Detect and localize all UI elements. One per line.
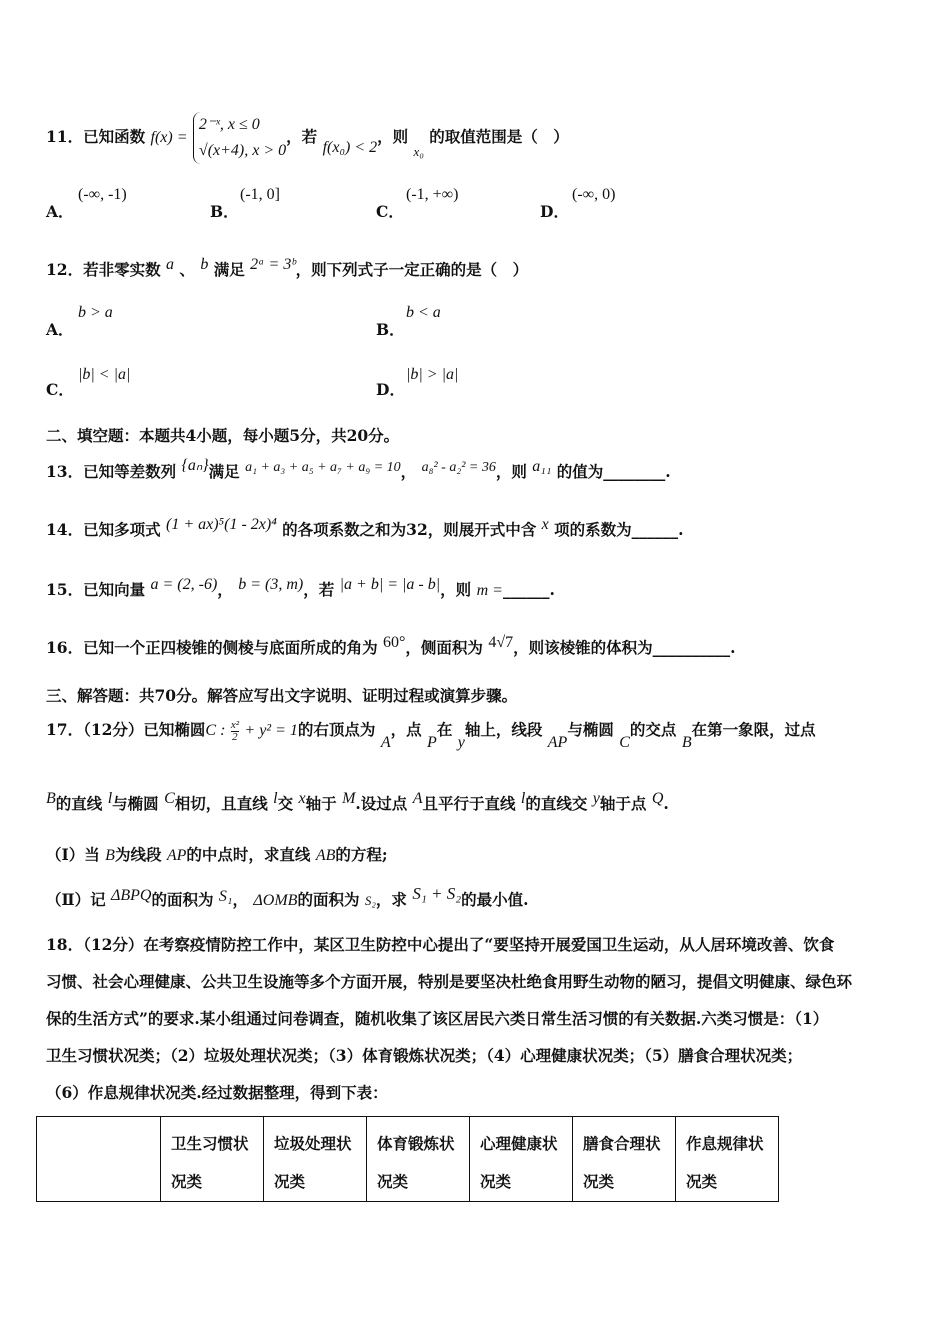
q11-text2: ，若 [286, 127, 318, 146]
q17-part1 [46, 843, 910, 865]
table-header-schedule [676, 1117, 779, 1202]
q14-stem [46, 518, 910, 540]
q17-ellipse-name: C : [205, 722, 226, 739]
table-header-garbage [264, 1117, 367, 1202]
q14-number: 14． [46, 520, 84, 539]
q11-piecewise [193, 112, 286, 164]
q12-sep: 、 [179, 260, 195, 279]
header-line: 心理健康状 [480, 1134, 558, 1153]
q13-text2: 满足 [208, 462, 240, 481]
q18-line4: 卫生习惯状况类；（2）垃圾处理状况类；（3）体育锻炼状况类；（4）心理健康状况类；（5）膳食合理状况类； [46, 1046, 803, 1065]
q17-l2-b: B [46, 790, 56, 807]
q11-case2: √(x+4), x > 0 [198, 142, 287, 159]
q11-text: 已知函数 [83, 127, 146, 146]
q16-angle: 60° [383, 634, 406, 651]
q17-l2-axis-x: x [298, 790, 306, 807]
q12-option-a-label: A． [46, 320, 74, 339]
table-header-hygiene [161, 1117, 264, 1202]
table-header-diet [573, 1117, 676, 1202]
q17-ellipse-c: C [619, 734, 630, 751]
q16-number: 16． [46, 638, 84, 657]
q17-stem-line2 [46, 792, 910, 814]
q15-text2: ，若 [303, 580, 335, 599]
q15-vector-a: a = (2, -6) [150, 576, 218, 593]
q17-part2-text5: 的最小值. [461, 890, 529, 909]
q17-text3: 在 [436, 720, 453, 739]
q12-var-a: a [166, 256, 174, 273]
section-2-heading: 二、填空题：本题共4小题，每小题5分，共20分。 [46, 426, 400, 445]
q17-l2-c: C [164, 790, 175, 807]
q16-answer-blank: ，则该棱锥的体积为__________. [513, 638, 736, 657]
q11-number: 11． [46, 127, 84, 146]
q17-number: 17． [46, 720, 84, 739]
q17-l2-text2: 与椭圆 [112, 794, 159, 813]
q17-text6: 的交点 [629, 720, 677, 739]
q17-l2-point-q: Q [651, 790, 664, 807]
q18-line5: （6）作息规律状况类.经过数据整理，得到下表： [46, 1083, 388, 1102]
q11-case1: 2⁻ˣ, x ≤ 0 [198, 116, 260, 133]
q17-part2-triangle2: ΔOMB [253, 892, 298, 909]
q12-option-c: |b| < |a| [78, 366, 131, 383]
q17-text5: 与椭圆 [567, 720, 614, 739]
q12-option-c-label: C． [46, 380, 74, 399]
q14-polynomial: (1 + ax)⁵(1 - 2x)⁴ [166, 516, 277, 533]
q17-part2-triangle1: ΔBPQ [110, 887, 152, 904]
header-line: 卫生习惯状 [171, 1134, 249, 1153]
q18-line2: 习惯、社会心理健康、公共卫生设施等多个方面开展，特别是要坚决杜绝食用野生动物的陋习，提倡文明健康、绿色环 [46, 972, 853, 991]
q12-text2: 满足 [213, 260, 245, 279]
q11-option-c: (-1, +∞) [406, 186, 459, 203]
q15-target: m = [476, 582, 503, 599]
q17-part2-text2: ， [232, 890, 248, 909]
q18-line3: 保的生活方式”的要求.某小组通过问卷调查，随机收集了该区居民六类日常生活习惯的有关数据.六类习惯是：（1） [46, 1009, 829, 1028]
q13-stem [46, 457, 910, 482]
q18-table [36, 1116, 779, 1202]
q17-text: （12分）已知椭圆 [83, 720, 206, 739]
q17-part1-b: B [105, 847, 115, 864]
q17-l2-text9: 轴于点 [599, 794, 647, 813]
q17-text1: 的右顶点为 [297, 720, 376, 739]
header-line: 况类 [377, 1172, 409, 1191]
q12-option-b: b < a [406, 304, 441, 321]
q15-answer-blank: ______. [502, 580, 555, 599]
q17-point-b: B [681, 734, 692, 751]
q17-l2-text10: . [663, 794, 669, 813]
q17-ellipse-rest: + y² = 1 [244, 722, 298, 739]
header-line: 作息规律状 [686, 1134, 764, 1153]
q17-text4: 轴上，线段 [464, 720, 543, 739]
header-line: 垃圾处理状 [274, 1134, 352, 1153]
q12-option-d: |b| > |a| [406, 366, 459, 383]
q17-part2-s2: S₂ [364, 893, 376, 908]
q17-part2-label: （Ⅱ）记 [46, 890, 106, 909]
q13-text: 已知等差数列 [83, 462, 177, 481]
q17-part1-ap: AP [166, 847, 187, 864]
q17-part2-text4: ，求 [375, 890, 407, 909]
header-line: 况类 [171, 1172, 203, 1191]
table-corner-cell [37, 1117, 161, 1202]
q17-l2-axis-y: y [592, 790, 600, 807]
q17-fraction-den: 2 [232, 730, 238, 743]
q18-stem [46, 926, 908, 1111]
q17-part1-text1: 为线段 [114, 845, 162, 864]
q11-option-d: (-∞, 0) [572, 186, 616, 203]
q17-text2: ，点 [390, 720, 422, 739]
q11-option-b: (-1, 0] [240, 186, 280, 203]
q17-part1-text3: 的方程; [335, 845, 388, 864]
q13-target: a₁₁ [532, 458, 552, 475]
q17-part2-sum: S₁ + S₂ [412, 884, 462, 903]
q11-option-d-label: D． [540, 202, 569, 221]
q16-stem [46, 636, 910, 658]
q17-fraction-num: x² [230, 718, 239, 731]
header-line: 况类 [583, 1172, 615, 1191]
q18-number: 18． [46, 935, 84, 954]
q15-vector-b: b = (3, m) [238, 576, 304, 593]
q15-text3: ，则 [440, 580, 472, 599]
q17-l2-text3: 相切，且直线 [174, 794, 268, 813]
q11-func: f(x) = [150, 129, 188, 146]
q11-var: x₀ [413, 144, 424, 159]
q17-part2-text3: 的面积为 [297, 890, 360, 909]
q13-comma: ， [400, 462, 417, 481]
q17-part1-ab: AB [315, 847, 336, 864]
q17-l2-line-l3: l [520, 790, 526, 807]
q17-segment-ap: AP [547, 734, 568, 751]
q17-l2-text7: 且平行于直线 [422, 794, 516, 813]
q17-l2-text6: .设过点 [355, 794, 408, 813]
q17-part1-label: （Ⅰ）当 [46, 845, 100, 864]
q17-part2-text1: 的面积为 [151, 890, 214, 909]
header-line: 况类 [274, 1172, 306, 1191]
q15-text: 已知向量 [83, 580, 146, 599]
header-line: 况类 [480, 1172, 512, 1191]
q11-option-c-label: C． [376, 202, 404, 221]
q17-stem-line1 [46, 718, 910, 751]
q14-var: x [541, 516, 549, 533]
q17-l2-point-m: M [342, 790, 356, 807]
q15-stem [46, 578, 910, 600]
q11-text4: 的取值范围是（ ） [429, 127, 569, 146]
q16-area: 4√7 [488, 634, 514, 651]
q12-var-b: b [200, 256, 209, 273]
q17-point-p: P [427, 734, 437, 751]
table-header-exercise [367, 1117, 470, 1202]
q11-text3: ，则 [377, 127, 409, 146]
q13-condition2: a₈² - a₂² = 36 [421, 460, 496, 475]
q17-point-a: A [380, 734, 391, 751]
q11-option-b-label: B． [210, 202, 239, 221]
q13-text3: ，则 [495, 462, 527, 481]
q15-number: 15． [46, 580, 84, 599]
q17-part2 [46, 884, 910, 910]
q13-number: 13． [46, 462, 84, 481]
q14-text: 已知多项式 [83, 520, 161, 539]
q17-l2-point-a: A [412, 790, 423, 807]
q12-text: 若非零实数 [83, 260, 161, 279]
q13-condition1: a₁ + a₃ + a₅ + a₇ + a₉ = 10 [245, 460, 401, 475]
q17-l2-line-l: l [107, 790, 113, 807]
table-header-mental [470, 1117, 573, 1202]
q17-text7: 在第一象限，过点 [691, 720, 816, 739]
q12-number: 12． [46, 260, 84, 279]
q17-l2-text8: 的直线交 [525, 794, 588, 813]
q15-condition: |a + b| = |a - b| [339, 576, 441, 593]
q14-text2: 的各项系数之和为32，则展开式中含 [282, 520, 537, 539]
header-line: 膳食合理状 [583, 1134, 661, 1153]
q18-line1 [46, 926, 908, 963]
q11-stem [46, 112, 910, 164]
q11-option-a-label: A． [46, 202, 74, 221]
q16-text: 已知一个正四棱锥的侧棱与底面所成的角为 [83, 638, 378, 657]
q13-sequence: {aₙ} [181, 457, 209, 474]
q14-answer-blank: 项的系数为______. [554, 520, 684, 539]
q17-l2-text5: 轴于 [305, 794, 337, 813]
q11-condition: f(x₀) < 2 [322, 139, 378, 156]
q17-part2-s1: S₁ [218, 888, 233, 905]
table-row [37, 1117, 779, 1202]
q12-stem [46, 258, 910, 280]
q12-option-a: b > a [78, 304, 113, 321]
q16-text2: ，侧面积为 [405, 638, 483, 657]
q12-option-d-label: D． [376, 380, 405, 399]
q12-condition: 2ᵃ = 3ᵇ [250, 256, 296, 273]
header-line: 况类 [686, 1172, 718, 1191]
header-line: 体育锻炼状 [377, 1134, 455, 1153]
q18-line1-text: （12分）在考察疫情防控工作中，某区卫生防控中心提出了“要坚持开展爱国卫生运动，从人居环境改善、饮食 [83, 935, 835, 954]
section-3-heading: 三、解答题：共70分。解答应写出文字说明、证明过程或演算步骤。 [46, 686, 518, 705]
q17-l2-text1: 的直线 [55, 794, 103, 813]
q17-axis-y: y [457, 734, 465, 751]
q17-l2-line-l2: l [273, 790, 278, 807]
q17-part1-text2: 的中点时，求直线 [186, 845, 311, 864]
q17-ellipse-fraction [231, 720, 239, 743]
q12-text3: ，则下列式子一定正确的是（ ） [295, 260, 529, 279]
q15-comma: ， [217, 580, 233, 599]
q11-option-a: (-∞, -1) [78, 186, 127, 203]
q12-option-b-label: B． [376, 320, 405, 339]
q17-l2-text4: 交 [277, 794, 294, 813]
q13-answer-blank: 的值为________. [556, 462, 671, 481]
